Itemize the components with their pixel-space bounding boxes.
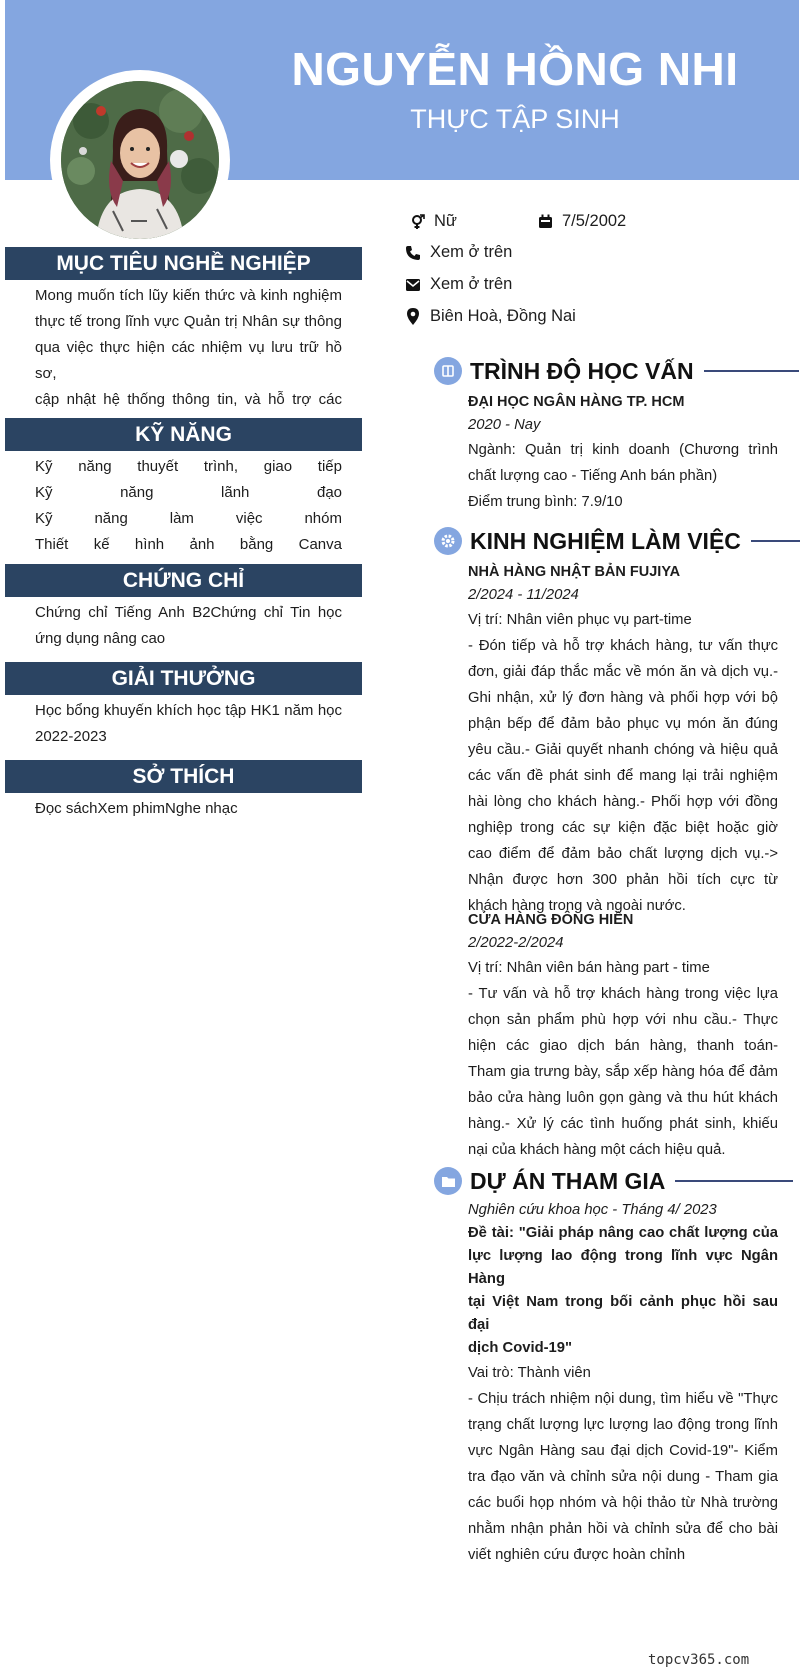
job-line: cao điểm để đảm bảo chất lượng dịch vụ.->	[468, 846, 778, 862]
education-period: 2020 - Nay	[468, 417, 541, 433]
hobbies-text: Đọc sáchXem phimNghe nhạc	[35, 800, 238, 817]
project-topic-line: Đề tài: "Giải pháp nâng cao chất lượng của	[468, 1225, 778, 1241]
experience-title: KINH NGHIỆM LÀM VIỆC	[470, 527, 741, 554]
job-line: nghiệp trong các sự kiện đặc biệt hoặc giờ	[468, 820, 778, 836]
calendar-icon	[536, 213, 554, 231]
skill-item: Kỹ năng thuyết trình, giao tiếp	[35, 458, 342, 475]
job-line: bảo cửa hàng luôn gọn gàng và thu hút khách	[468, 1090, 778, 1106]
certificate-line: ứng dụng nâng cao	[35, 630, 166, 647]
project-topic-line: dịch Covid-19"	[468, 1340, 573, 1356]
certificates-heading: CHỨNG CHỈ	[5, 564, 362, 597]
education-heading	[434, 354, 799, 388]
experience-divider	[751, 540, 800, 542]
certificates-text	[35, 600, 342, 652]
job-line: hiện các giao dịch bán hàng, thanh toán-	[468, 1038, 778, 1054]
project-line: các buổi họp nhóm và hội thảo từ Nhà trường	[468, 1495, 778, 1511]
job-line: hàng.- Xử lý các tình huống phát sinh, khiếu	[468, 1116, 778, 1132]
objective-heading: MỤC TIÊU NGHỀ NGHIỆP	[5, 247, 362, 280]
contact-dob	[536, 212, 626, 231]
project-subtitle: Nghiên cứu khoa học - Tháng 4/ 2023	[468, 1202, 717, 1218]
projects-heading	[434, 1164, 793, 1198]
contact-gender	[408, 212, 457, 231]
job-line: đơn, giải đáp thắc mắc về món ăn và dịch vụ.-	[468, 664, 778, 680]
job-block	[468, 560, 778, 919]
award-line: Học bổng khuyến khích học tập HK1 năm học	[35, 702, 342, 719]
job-line: - Tư vấn và hỗ trợ khách hàng trong việc lựa	[468, 986, 778, 1002]
job-line: Ghi nhận, xử lý đơn hàng và phối hợp với bộ	[468, 690, 778, 706]
experience-heading	[434, 524, 800, 558]
project-line: viết nghiên cứu được hoàn chỉnh	[468, 1547, 686, 1563]
objective-text	[35, 283, 342, 439]
candidate-role: THỰC TẬP SINH	[410, 104, 620, 134]
email-value: Xem ở trên	[430, 275, 513, 293]
candidate-name: NGUYỄN HỒNG NHI	[291, 43, 739, 95]
dob-value: 7/5/2002	[562, 212, 627, 230]
project-line: trạng chất lượng lực lượng lao động trong lĩnh	[468, 1417, 778, 1433]
education-line: chất lượng cao - Tiếng Anh bán phần)	[468, 468, 718, 484]
avatar	[61, 81, 219, 239]
skills-heading: KỸ NĂNG	[5, 418, 362, 451]
awards-text	[35, 698, 342, 750]
projects-title: DỰ ÁN THAM GIA	[470, 1167, 666, 1194]
job-position: Vị trí: Nhân viên bán hàng part - time	[468, 960, 710, 976]
certificate-line: Chứng chỉ Tiếng Anh B2Chứng chỉ Tin học	[35, 604, 342, 621]
contact-email	[404, 275, 512, 294]
project-line: nhằm nhận phản hồi và chỉnh sửa để cho bài	[468, 1521, 778, 1537]
education-line: Ngành: Quản trị kinh doanh (Chương trình	[468, 442, 778, 458]
gender-icon	[408, 213, 426, 231]
job-position: Vị trí: Nhân viên phục vụ part-time	[468, 612, 692, 628]
envelope-icon	[404, 276, 422, 294]
footer-watermark: topcv365.com	[648, 1652, 750, 1668]
book-icon	[434, 357, 462, 385]
job-line: phận bếp để đảm bảo phục vụ món ăn đúng	[468, 716, 778, 732]
project-role: Vai trò: Thành viên	[468, 1365, 591, 1381]
education-title: TRÌNH ĐỘ HỌC VẤN	[470, 357, 694, 384]
job-line: hài lòng cho khách hàng.- Phối hợp với đồng	[468, 794, 778, 810]
award-line: 2022-2023	[35, 728, 107, 745]
phone-icon	[404, 244, 422, 262]
contact-phone	[404, 243, 512, 262]
job-company: NHÀ HÀNG NHẬT BẢN FUJIYA	[468, 564, 681, 580]
job-line: khách hàng trong và ngoài nước.	[468, 898, 686, 914]
project-line: tra đạo văn và chỉnh sửa nội dung - Tham gia	[468, 1469, 778, 1485]
gender-value: Nữ	[434, 212, 457, 230]
job-line: nại của khách hàng một cách hiệu quả.	[468, 1142, 726, 1158]
skills-list	[35, 454, 342, 558]
gear-icon	[434, 527, 462, 555]
project-line: vực Ngân Hàng sau đại dịch Covid-19"- Kiểm	[468, 1443, 778, 1459]
contact-address	[404, 307, 576, 326]
education-block	[468, 390, 778, 515]
skill-item: Kỹ năng lãnh đạo	[35, 484, 342, 501]
job-company: CỬA HÀNG ĐÔNG HIỀN	[468, 912, 634, 928]
job-line: Nhận được hơn 300 phản hồi tích cực từ	[468, 872, 778, 888]
education-divider	[704, 370, 799, 372]
objective-line: cập nhật hệ thống thông tin, và hỗ trợ các	[35, 391, 342, 408]
project-block	[468, 1199, 778, 1568]
location-icon	[404, 308, 422, 326]
job-period: 2/2022-2/2024	[468, 935, 564, 951]
job-line: các vấn đề phát sinh để mang lại trải nghiệm	[468, 768, 778, 784]
address-value: Biên Hoà, Đồng Nai	[430, 307, 576, 325]
job-line: chọn sản phẩm phù hợp với nhu cầu.- Thực	[468, 1012, 778, 1028]
skill-item: Kỹ năng làm việc nhóm	[35, 510, 342, 527]
objective-line: qua việc thực hiện các nhiệm vụ lưu trữ hồ sơ,	[35, 339, 342, 382]
folder-icon	[434, 1167, 462, 1195]
projects-divider	[675, 1180, 793, 1182]
school-name: ĐẠI HỌC NGÂN HÀNG TP. HCM	[468, 394, 685, 410]
objective-line: Mong muốn tích lũy kiến thức và kinh nghiệm	[35, 287, 342, 304]
awards-heading: GIẢI THƯỞNG	[5, 662, 362, 695]
project-topic-line: tại Việt Nam trong bối cảnh phục hồi sau đại	[468, 1294, 778, 1333]
objective-line: thực tế trong lĩnh vực Quản trị Nhân sự thông	[35, 313, 342, 330]
job-line: yêu cầu.- Giải quyết nhanh chóng và hiệu quả	[468, 742, 778, 758]
job-line: Tham gia trưng bày, sắp xếp hàng hóa để đảm	[468, 1064, 778, 1080]
job-period: 2/2024 - 11/2024	[468, 587, 579, 603]
phone-value: Xem ở trên	[430, 243, 513, 261]
job-line: - Đón tiếp và hỗ trợ khách hàng, tư vấn thực	[468, 638, 778, 654]
hobbies-heading: SỞ THÍCH	[5, 760, 362, 793]
skill-item: Thiết kế hình ảnh bằng Canva	[35, 536, 342, 553]
job-block	[468, 908, 778, 1163]
education-line: Điểm trung bình: 7.9/10	[468, 494, 623, 510]
project-topic-line: lực lượng lao động trong lĩnh vực Ngân Hàng	[468, 1248, 778, 1287]
project-line: - Chịu trách nhiệm nội dung, tìm hiểu về "Thực	[468, 1391, 778, 1407]
